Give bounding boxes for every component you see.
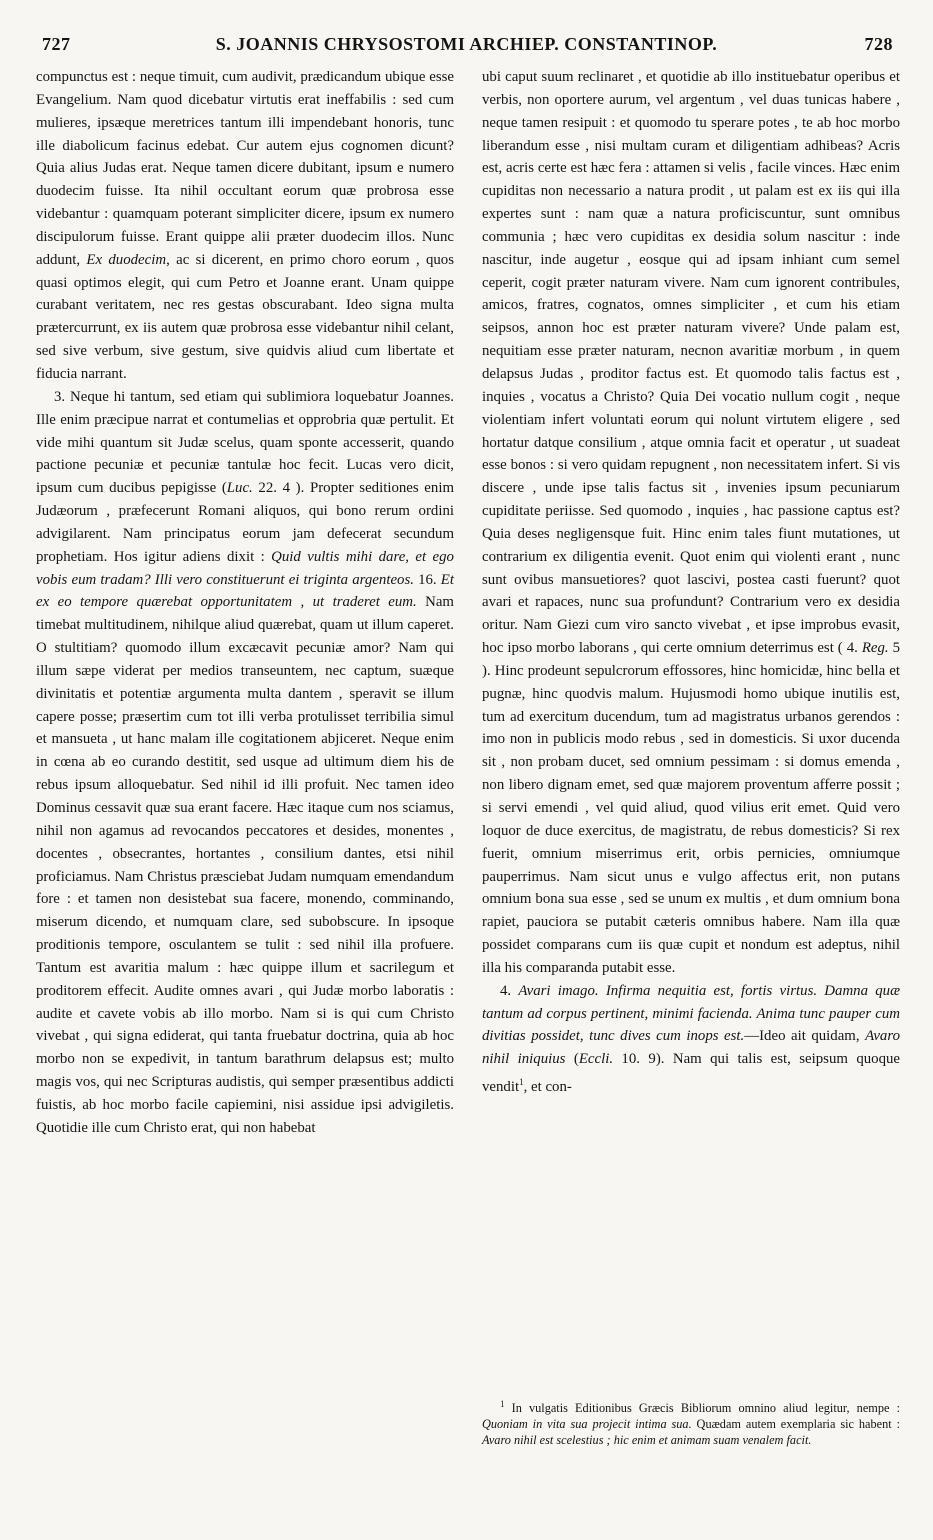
paragraph	[36, 66, 454, 386]
left-column	[36, 66, 454, 1140]
text-run: 22. 4 ). Propter seditiones enim Judæorum , præfecerunt Romani aliquos, qui bono rerum ordini advigilarent. Nam principatus eorum jam defecerat secundum prophetiam. Hos igitur adiens dixit :	[36, 480, 454, 565]
footnote-marker: 1	[519, 1077, 524, 1088]
italic-quote: Quid vultis mihi dare, et ego vobis eum tradam? Illi vero constituerunt ei triginta argenteos.	[36, 548, 454, 588]
text-run: 3. Neque hi tantum, sed etiam qui sublimiora loquebatur Joannes. Ille enim præcipue narrat et contumelias et opprobria quæ pertulit. Et vide mihi quantum sit Judæ scelus, quam sponte accesserit, quando pactione pecuniæ et pecuniæ tantulæ hoc fecit. Lucas vero dicit, ipsum cum ducibus pepigisse (	[36, 388, 454, 497]
paragraph	[482, 66, 900, 980]
text-run: 10. 9). Nam qui talis est, seipsum quoque vendit	[482, 1051, 901, 1096]
text-run: ubi caput suum reclinaret , et quotidie ab illo instituebatur operibus et verbis, non oportere aurum, vel argentum , vel duas tunicas habere , neque tamen resipuit : et quomodo tu sperare potes , te ab hoc morbo liberandum esse , nisi multam curam et diligentiam adhibeas? Acris est, acris certe est hæc fera : attamen si velis , facile vinces. Hæc enim cupiditas non necessario a natura prodit , ut palam est ex iis qui illa expertes sunt : nam quæ a natura proficiscuntur, sunt omnibus communia ; hæc vero cupiditas ex desidia solum nascitur : inde nascitur, inde augetur , eosque qui ad ipsam inhiant cum semel ceperit, cogit præter naturam vivere. Nam cum ignorent contribules, amicos, fratres, cognatos, omnes simpliciter , et cum his etiam seipsos, annon hoc est præter naturam vivere? Unde palam est, nequitiam esse præter naturam, necnon avaritiæ morbum , in quem delapsus Judas , proditor factus est. Et quomodo talis factus est , inquies , vocatus a Christo? Quia Dei vocatio nullum cogit , neque violentiam infert voluntati eorum qui nolunt virtutem eligere , sed hortatur datque consilium , atque omnia facit et operatur , ut suadeat esse bonos : si vero quidam repugnent , non necessitatem infert. Si vis discere , unde ipse talis factus sit , invenies ipsum pecuniarum cupiditate periisse. Sed quomodo , inquies , hac passione captus est? Quia deses negligensque fuit. Hinc enim tales fiunt mutationes, ut contrarium ex diligentia evenit. Quot enim qui violenti erant , nunc sunt ovibus mansuetiores? quot lascivi, postea casti fuerunt? quot avari et rapaces, nunc sua profundunt? Contrarium vero ex desidia oritur. Nam Giezi cum viro sancto vivebat , et ipse improbus evasit, hoc ipso morbo laborans , qui certe omnium deterrimus est ( 4.	[482, 69, 900, 657]
footnote-text: In vulgatis Editionibus Græcis Bibliorum omnino aliud legitur, nempe :	[504, 1401, 900, 1416]
text-run: 5 ). Hinc prodeunt sepulcrorum effossores, hinc homicidæ, hinc bella et pugnæ, hinc quodvis malum. Hujusmodi homo ubique inutilis est, tum ad exercitum ducendum, tum ad magistratus urbanos gerendos : imo non in publicis modo rebus , sed in domesticis. Si uxor ducenda sit , non probam ducet, sed omnium pessimam : si domus emenda , non libero dignam emet, sed quæ majorem proventum afferre possit ; si servi emendi , vel quid aliud, quod vilius erit emet. Quid vero loquor de duce exercitus, de magistratu, de rebus domesticis? Si rex fuerit, omnium miserrimus erit, orbis pernicies, omniumque pauperrimus. Nam sicut unus e vulgo affectus erit, non putans omnium bona sua esse , sed se unum ex multis , et dum omnium bona rapiet, pauciora se putabit cæteris omnibus habere. Nam illa quæ possidet comparans cum iis quæ cupit et nondum est adeptus, nihil illa his comparanda putabit esse.	[482, 640, 900, 976]
footnote-number: 1	[500, 1399, 505, 1409]
section-number: 4.	[500, 982, 512, 999]
italic-quote: Et ex eo tempore quærebat opportunitatem , ut traderet eum.	[36, 571, 454, 611]
running-title: S. JOANNIS CHRYSOSTOMI ARCHIEP. CONSTANTINOP.	[215, 34, 718, 54]
verse-number: 16.	[413, 571, 437, 588]
page-number-left: 727	[42, 34, 71, 54]
right-column	[482, 66, 900, 1099]
footnote-italic: Quoniam in vita sua projecit intima sua.	[482, 1417, 692, 1432]
scripture-reference: Luc.	[226, 480, 253, 497]
italic-text: Ex duodecim	[86, 251, 167, 268]
page-number-right: 728	[864, 34, 893, 54]
scripture-reference: Reg.	[861, 640, 889, 657]
text-run: Nam timebat multitudinem, nihilque aliud quærebat, quam ut illum caperet. O stultitiam? quomodo illum excæcavit pecuniæ amor? Nam qui illum sæpe viderat per medios transeuntem, nec captum, suæque divinitatis et potentiæ argumenta multa dantem , speravit se illum capere posse; præsertim cum tot illi verba protulisset terribilia simul et mansueta , ut hanc malam ille cogitationem abjiceret. Neque enim in cœna ab eo curando destitit, sed usque ad ultimum diem his de rebus ipsum alloquebatur. Sed nihil id illi profuit. Nec tamen ideo Dominus cessavit quæ sua erant facere. Hæc itaque cum nos sciamus, nihil non agamus ad revocandos peccatores et desides, monentes , docentes , obsecrantes, hortantes , consilium dantes, etsi nihil proficiamus. Nam Christus præsciebat Judam numquam emendandum fore : et tamen non desistebat sua facere, monendo, comminando, miserum dicendo, et numquam clare, sed subobscure. In ipsoque proditionis tempore, osculantem se tulit : sed nihil illa profuere. Tantum est avaritia malum : hæc quippe illum et sacrilegum et proditorem effecit. Audite omnes avari , qui Judæ morbo laboratis : audite et cavete vobis ab illo morbo. Nam si is qui cum Christo vivebat , qui signa ediderat, qui tanta fruebatur doctrina, quia ab hoc morbo non se expedivit, in tantum barathrum delapsus est; multo magis vos, qui nec Scripturas audistis, qui semper præsentibus addicti fuistis, ab hoc morbo facile capiemini, nisi assidue ipsi advigiletis. Quotidie ille cum Christo erat, qui non habebat	[36, 594, 454, 1136]
text-run: —Ideo ait quidam,	[744, 1028, 860, 1045]
italic-quote: Avaro nihil iniquius	[482, 1028, 900, 1068]
italic-summary: Avari imago. Infirma nequitia est, fortis virtus. Damna quæ tantum ad corpus pertinent, minimi facienda. Anima tunc pauper cum divitias possidet, tunc dives cum inops est.	[482, 982, 900, 1045]
footnote	[482, 1396, 900, 1448]
text-run: (	[565, 1051, 579, 1068]
paragraph	[482, 980, 900, 1099]
paragraph	[36, 386, 454, 1140]
footnote-italic: Avaro nihil est scelestius ; hic enim et animam suam venalem facit.	[482, 1433, 812, 1448]
running-header	[28, 34, 905, 56]
scripture-reference: Eccli.	[578, 1051, 614, 1068]
text-run: , ac si dicerent, en primo choro eorum , quos quasi optimos elegit, qui cum Petro et Joanne erant. Unam quippe curabant veritatem, nec res gestas obscurabant. Ideo signa multa prætercurrunt, ex iis autem quæ probrosa esse videbantur nihil celant, sed sive verbum, sive gestum, sive quidvis aliud cum libertate et fiducia narrant.	[36, 251, 454, 382]
text-run: compunctus est : neque timuit, cum audivit, prædicandum ubique esse Evangelium. Nam quod dicebatur virtutis erat ineffabilis : sed cum mulieres, ipsæque meretrices tantum illi impendebant honoris, tunc ille diabolicum facinus edebat. Cur autem ejus cognomen dicunt? Quia alius Judas erat. Neque tamen dicere dubitant, ipsum e numero duodecim fuisse. Ita nihil occultant eorum quæ probrosa esse videbantur : quamquam poterant simpliciter dicere, ipsum ex numero discipulorum fuisse. Erant quippe alii præter duodecim illos. Nunc addunt,	[36, 69, 454, 268]
footnote-text: Quædam autem exemplaria sic habent :	[691, 1417, 900, 1432]
text-run: , et con-	[523, 1079, 572, 1096]
